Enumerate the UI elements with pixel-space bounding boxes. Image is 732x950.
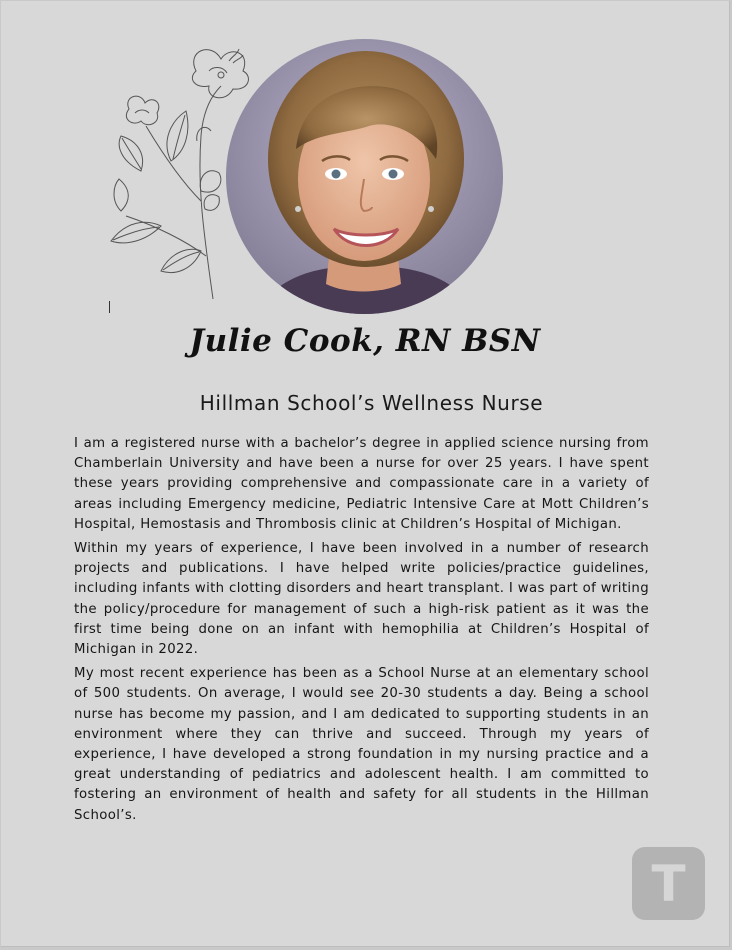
person-name: Julie Cook, RN BSN: [189, 323, 541, 359]
document-page: [1, 1, 730, 947]
profile-photo: [226, 39, 503, 314]
text-cursor: [109, 301, 110, 313]
bio-paragraph: My most recent experience has been as a School Nurse at an elementary school of 500 students. On average, I would see 20-30 students a day. Being a school nurse has become my passion, and I am dedicated to supporting students in an environment where they can thrive and succeed. Through my years of experience, I have developed a strong foundation in my nursing practice and a great understanding of pediatrics and adolescent health. I am committed to fostering an environment of health and safety for all students in the Hillman School’s.: [74, 666, 649, 823]
bio-paragraph: I am a registered nurse with a bachelor’s degree in applied science nursing from Chamberlain University and have been a nurse for over 25 years. I have spent these years providing comprehensive and compassionate care in a variety of areas including Emergency medicine, Pediatric Intensive Care at Mott Children’s Hospital, Hemostasis and Thrombosis clinic at Children’s Hospital of Michigan.: [74, 436, 649, 532]
bio-section: [74, 434, 649, 830]
job-title: Hillman School’s Wellness Nurse: [199, 391, 544, 415]
bio-paragraph: Within my years of experience, I have been involved in a number of research projects and publications. I have helped write policies/practice guidelines, including infants with clotting disorders and heart transplant. I was part of writing the policy/procedure for management of such a high-risk patient as it was the first time being done on an infant with hemophilia at Children’s Hospital of Michigan in 2022.: [74, 541, 649, 658]
logo-letter: T: [651, 854, 686, 913]
t-logo-icon[interactable]: [632, 847, 705, 920]
